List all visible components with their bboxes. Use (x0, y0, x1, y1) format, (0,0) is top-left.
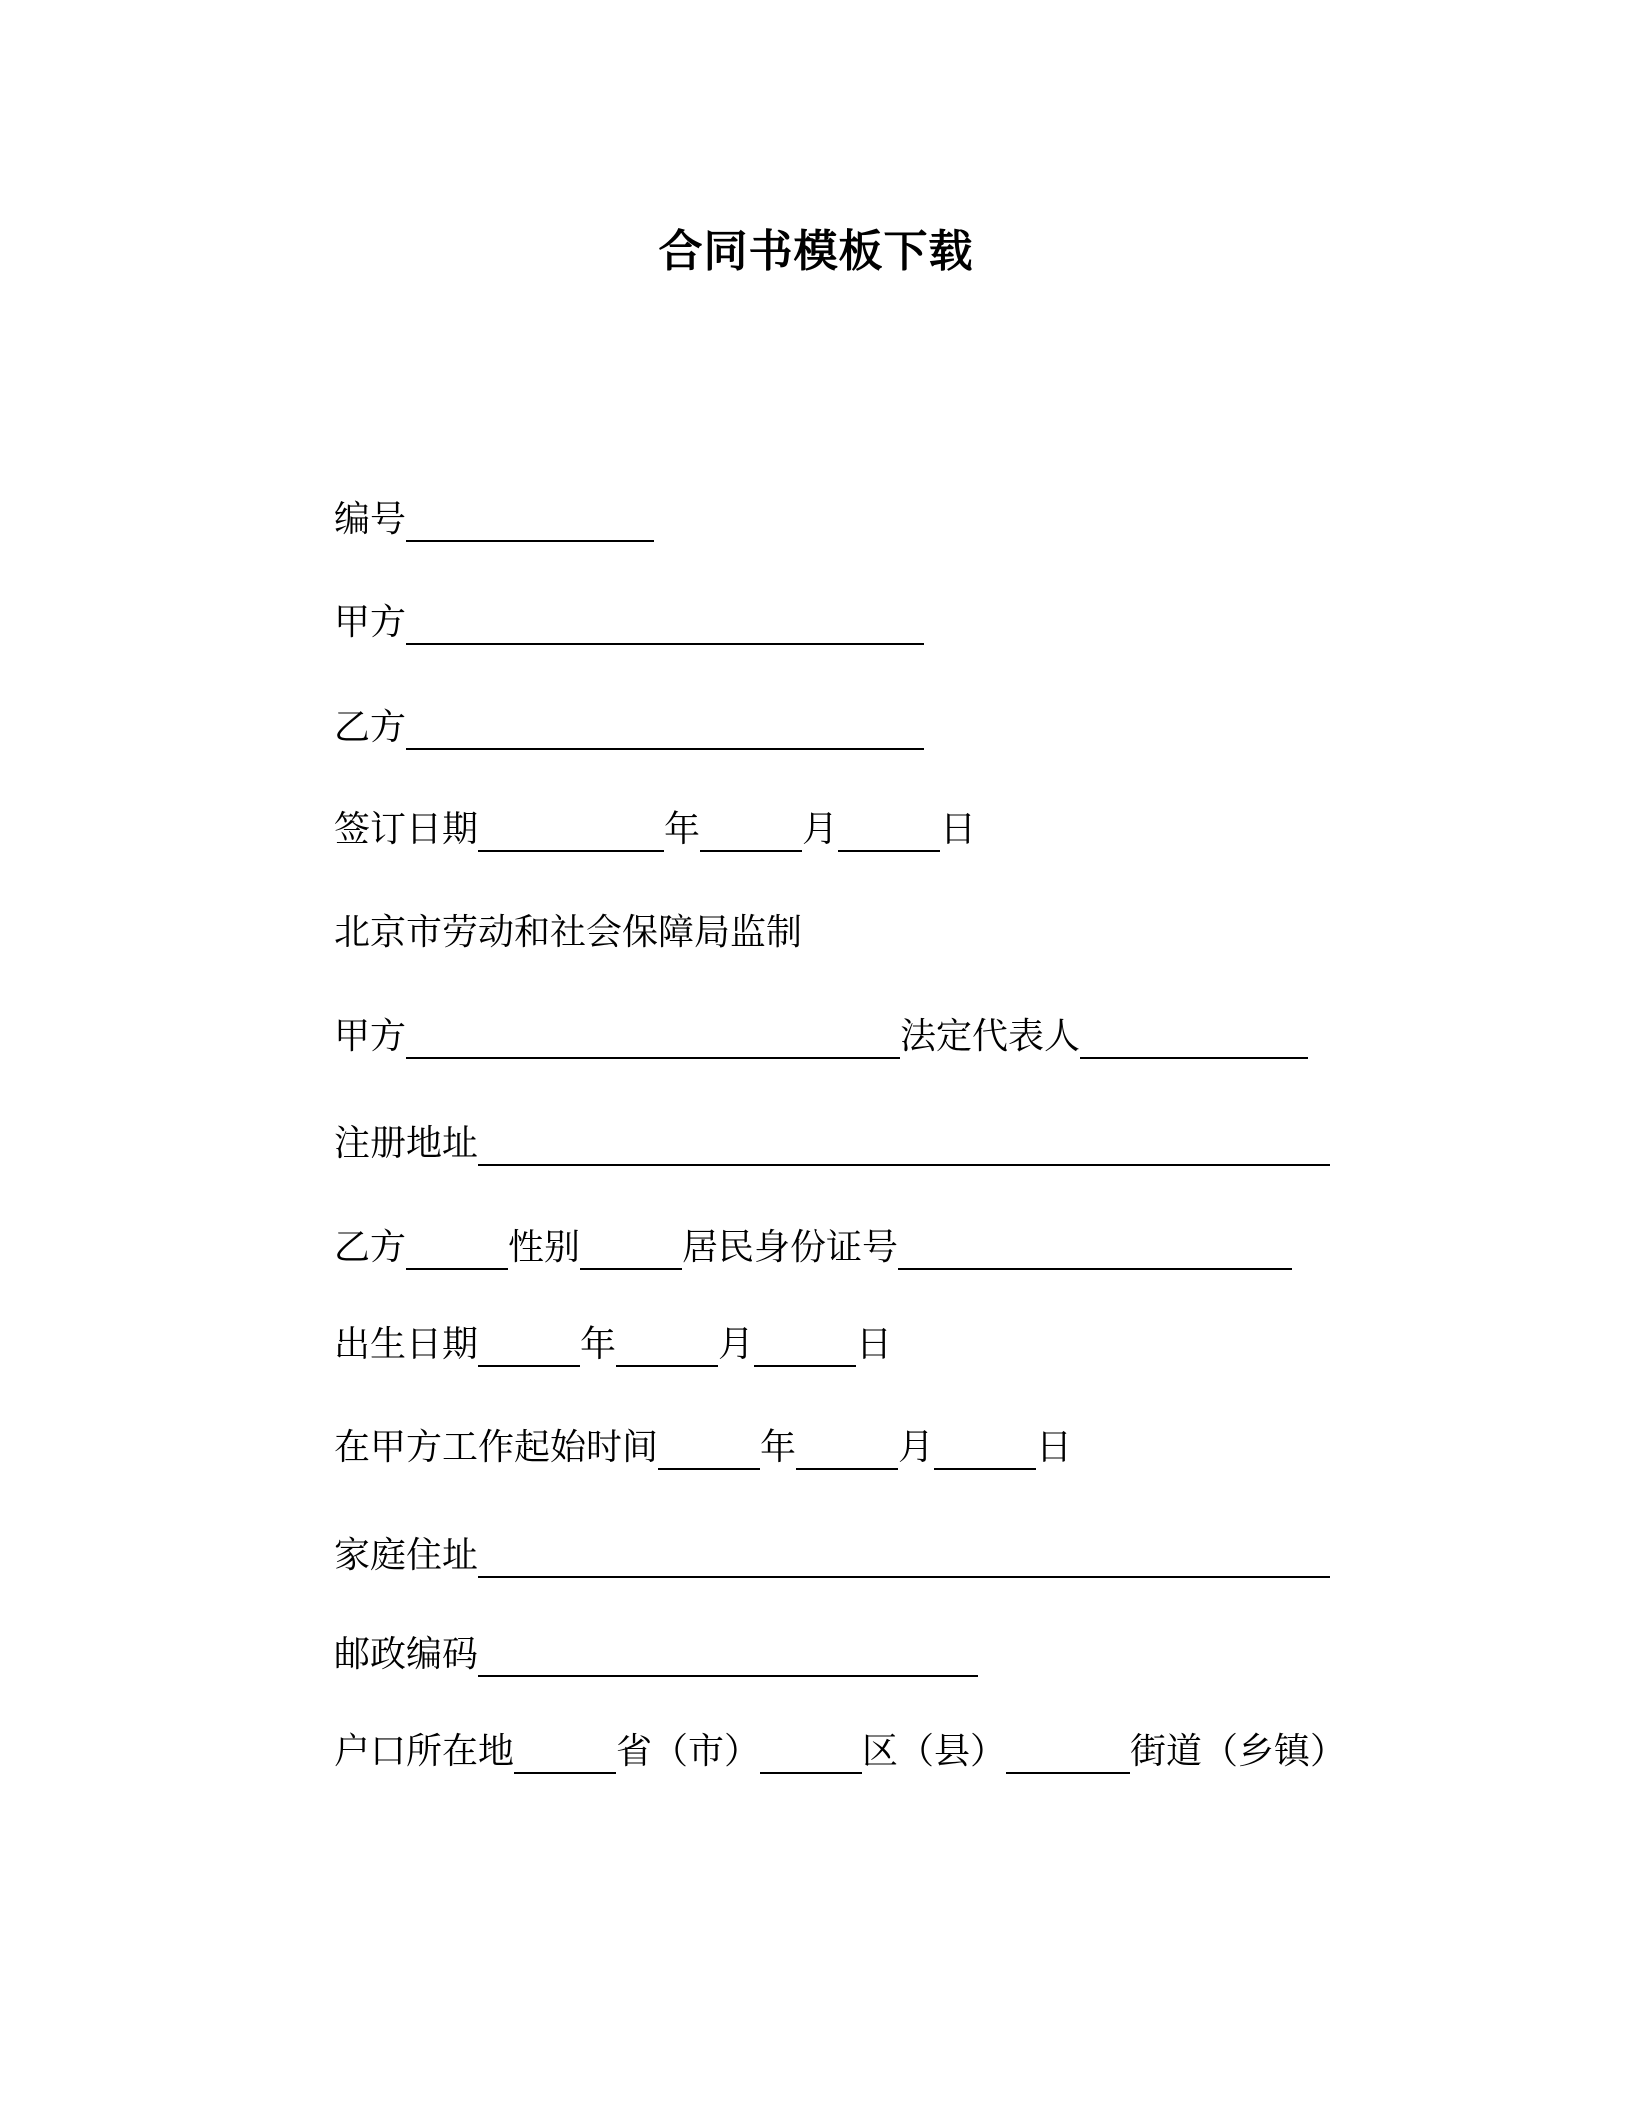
sign-date-label: 签订日期 (334, 809, 479, 850)
sign-day-label: 日 (940, 809, 977, 850)
hukou-district-label: 区（县） (862, 1731, 1007, 1772)
sign-year-label: 年 (664, 809, 701, 850)
party-a-field[interactable] (406, 605, 924, 645)
reg-address-line (334, 1120, 1330, 1168)
hukou-province-field[interactable] (514, 1734, 616, 1774)
legal-rep-label: 法定代表人 (900, 1016, 1081, 1057)
party-a-line (334, 599, 924, 647)
home-address-field[interactable] (478, 1538, 1330, 1578)
party-a-rep-name-field[interactable] (406, 1019, 900, 1059)
gender-label: 性别 (508, 1227, 581, 1268)
legal-rep-field[interactable] (1080, 1019, 1308, 1059)
party-b-info-line (334, 1224, 1292, 1272)
work-month-label: 月 (898, 1427, 935, 1468)
home-address-line (334, 1532, 1330, 1580)
id-number-label: 居民身份证号 (682, 1227, 899, 1268)
id-number-field[interactable] (898, 1230, 1292, 1270)
party-a-rep-line (334, 1013, 1308, 1061)
number-label: 编号 (334, 499, 407, 540)
page-title: 合同书模板下载 (658, 226, 974, 277)
reg-address-label: 注册地址 (334, 1123, 479, 1164)
work-year-field[interactable] (658, 1430, 760, 1470)
birth-day-label: 日 (856, 1324, 893, 1365)
party-b-name-field[interactable] (406, 1230, 508, 1270)
hukou-province-label: 省（市） (616, 1731, 761, 1772)
hukou-district-field[interactable] (760, 1734, 862, 1774)
birth-day-field[interactable] (754, 1327, 856, 1367)
party-b-field[interactable] (406, 710, 924, 750)
hukou-line (334, 1728, 1346, 1776)
sign-year-field[interactable] (478, 812, 664, 852)
sign-date-line (334, 806, 976, 854)
sign-day-field[interactable] (838, 812, 940, 852)
supervisor-text: 北京市劳动和社会保障局监制 (334, 912, 803, 953)
gender-field[interactable] (580, 1230, 682, 1270)
reg-address-field[interactable] (478, 1126, 1330, 1166)
postcode-field[interactable] (478, 1637, 978, 1677)
supervisor-line (334, 909, 802, 957)
birth-date-label: 出生日期 (334, 1324, 479, 1365)
birth-date-line (334, 1321, 892, 1369)
sign-month-field[interactable] (700, 812, 802, 852)
hukou-street-label: 街道（乡镇） (1130, 1731, 1347, 1772)
number-field[interactable] (406, 502, 654, 542)
work-day-field[interactable] (934, 1430, 1036, 1470)
sign-month-label: 月 (802, 809, 839, 850)
home-address-label: 家庭住址 (334, 1535, 479, 1576)
party-a-label: 甲方 (334, 602, 407, 643)
postcode-line (334, 1631, 978, 1679)
party-b-label: 乙方 (334, 707, 407, 748)
birth-month-field[interactable] (616, 1327, 718, 1367)
birth-year-label: 年 (580, 1324, 617, 1365)
hukou-street-field[interactable] (1006, 1734, 1130, 1774)
work-start-label: 在甲方工作起始时间 (334, 1427, 659, 1468)
work-day-label: 日 (1036, 1427, 1073, 1468)
birth-month-label: 月 (718, 1324, 755, 1365)
work-year-label: 年 (760, 1427, 797, 1468)
birth-year-field[interactable] (478, 1327, 580, 1367)
work-start-line (334, 1424, 1072, 1472)
postcode-label: 邮政编码 (334, 1634, 479, 1675)
party-b-info-label: 乙方 (334, 1227, 407, 1268)
party-a-rep-label: 甲方 (334, 1016, 407, 1057)
hukou-label: 户口所在地 (334, 1731, 515, 1772)
work-month-field[interactable] (796, 1430, 898, 1470)
number-line (334, 496, 654, 544)
party-b-line (334, 704, 924, 752)
